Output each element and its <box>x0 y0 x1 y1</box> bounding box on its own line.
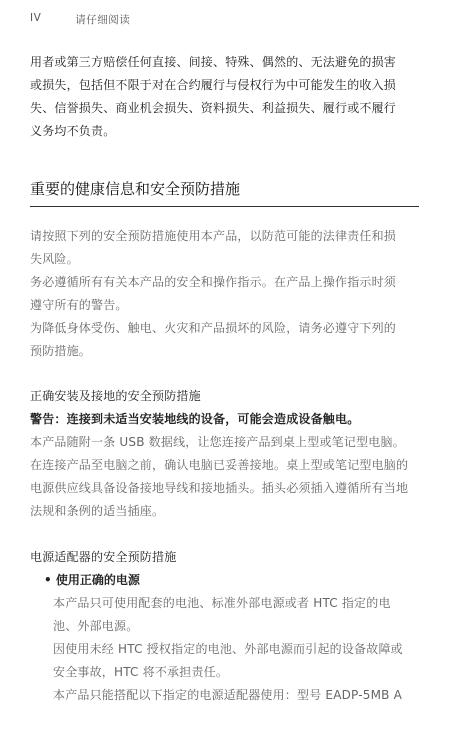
running-header <box>30 12 130 28</box>
section-heading: 重要的健康信息和安全预防措施 <box>30 178 419 207</box>
text-line: 务必遵循所有有关本产品的安全和操作指示。在产品上操作指示时须 <box>30 275 397 289</box>
text-line: 请按照下列的安全预防措施使用本产品，以防范可能的法律责任和损 <box>30 229 397 243</box>
text-line: 法规和条例的适当插座。 <box>30 504 165 518</box>
text-line: 遵守所有的警告。 <box>30 298 128 312</box>
text-line: 为降低身体受伤、触电、火灾和产品损坏的风险，请务必遵守下列的 <box>30 321 397 335</box>
text-line: 因使用未经 HTC 授权指定的电池、外部电源而引起的设备故障或 <box>53 642 403 656</box>
section-intro <box>30 225 419 363</box>
intro-paragraph <box>30 51 419 143</box>
bullet-dot: • <box>44 573 52 587</box>
text-line: 本产品只能搭配以下指定的电源适配器使用：型号 EADP-5MB A <box>53 688 402 702</box>
warning-text: 警告：连接到未适当安装地线的设备，可能会造成设备触电。 <box>30 412 360 426</box>
bullet-label: 使用正确的电源 <box>55 573 140 587</box>
text-line: 预防措施。 <box>30 344 92 358</box>
text-line: 池、外部电源。 <box>53 619 139 633</box>
text-line: 本产品只可使用配套的电池、标准外部电源或者 HTC 指定的电 <box>53 596 391 610</box>
text-line: 本产品随附一条 USB 数据线，让您连接产品到桌上型或笔记型电脑。 <box>30 435 405 449</box>
text-line: 义务均不负责。 <box>30 124 116 138</box>
text-line: 用者或第三方赔偿任何直接、间接、特殊、偶然的、无法避免的损害 <box>30 55 397 69</box>
text-line: 电源供应线具备设备接地导线和接地插头。插头必须插入遵循所有当地 <box>30 481 409 495</box>
header-title: 请仔细阅读 <box>75 14 131 26</box>
text-line: 失、信誉损失、商业机会损失、资料损失、利益损失、履行或不履行 <box>30 101 397 115</box>
text-line: 或损失，包括但不限于对在合约履行与侵权行为中可能发生的收入损 <box>30 78 397 92</box>
text-line: 失风险。 <box>30 252 79 266</box>
text-line: 在连接产品至电脑之前，确认电脑已妥善接地。桌上型或笔记型电脑的 <box>30 458 409 472</box>
page-number: IV <box>30 12 42 24</box>
adapter-heading: 电源适配器的安全预防措施 <box>30 550 177 564</box>
bullet-item <box>44 569 140 592</box>
grounding-section <box>30 385 419 523</box>
subsection-heading: 正确安装及接地的安全预防措施 <box>30 389 201 403</box>
adapter-body <box>53 592 413 707</box>
text-line: 安全事故，HTC 将不承担责任。 <box>53 665 229 679</box>
